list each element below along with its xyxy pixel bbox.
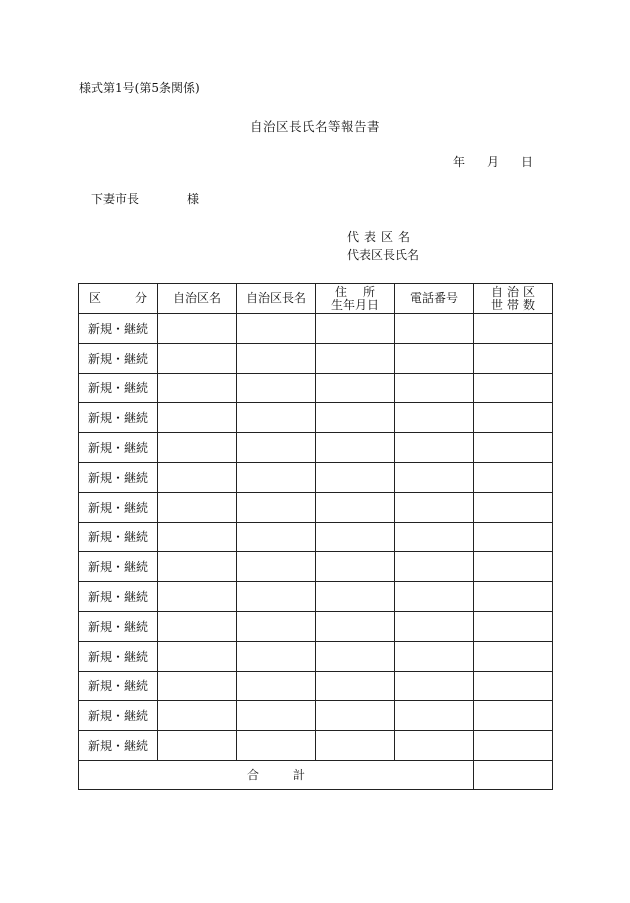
header-address: 住 所: [335, 284, 375, 299]
cell-chief-name[interactable]: [237, 492, 316, 522]
cell-chief-name[interactable]: [237, 522, 316, 552]
cell-district-name[interactable]: [158, 314, 237, 344]
table-row: [79, 373, 553, 403]
cell-households[interactable]: [474, 552, 553, 582]
cell-phone[interactable]: [395, 731, 474, 761]
header-households-line1: 自治区: [491, 284, 535, 299]
row-category: 新規・継続: [79, 611, 158, 641]
row-category: 新規・継続: [79, 343, 158, 373]
cell-households[interactable]: [474, 403, 553, 433]
addressee-honorific: 様: [187, 192, 200, 206]
table-row: [79, 731, 553, 761]
cell-households[interactable]: [474, 582, 553, 612]
date-line: [453, 155, 533, 169]
cell-address-birthdate[interactable]: [316, 641, 395, 671]
cell-total-households[interactable]: [474, 760, 553, 789]
row-category: 新規・継続: [79, 433, 158, 463]
cell-district-name[interactable]: [158, 552, 237, 582]
date-year-label: 年: [453, 155, 466, 169]
cell-households[interactable]: [474, 611, 553, 641]
cell-phone[interactable]: [395, 433, 474, 463]
cell-households[interactable]: [474, 462, 553, 492]
cell-phone[interactable]: [395, 552, 474, 582]
cell-district-name[interactable]: [158, 522, 237, 552]
addressee-name: 下妻市長: [91, 192, 140, 206]
cell-phone[interactable]: [395, 492, 474, 522]
cell-households[interactable]: [474, 433, 553, 463]
cell-households[interactable]: [474, 731, 553, 761]
cell-phone[interactable]: [395, 314, 474, 344]
cell-address-birthdate[interactable]: [316, 701, 395, 731]
cell-households[interactable]: [474, 671, 553, 701]
cell-district-name[interactable]: [158, 492, 237, 522]
report-table: [78, 283, 553, 790]
row-category: 新規・継続: [79, 373, 158, 403]
cell-households[interactable]: [474, 641, 553, 671]
cell-phone[interactable]: [395, 701, 474, 731]
cell-chief-name[interactable]: [237, 343, 316, 373]
table-row: [79, 522, 553, 552]
cell-address-birthdate[interactable]: [316, 552, 395, 582]
cell-households[interactable]: [474, 701, 553, 731]
header-households-line2: 世帯数: [491, 297, 535, 312]
table-row: [79, 611, 553, 641]
header-phone: 電話番号: [395, 284, 474, 314]
row-category: 新規・継続: [79, 403, 158, 433]
cell-chief-name[interactable]: [237, 582, 316, 612]
cell-households[interactable]: [474, 373, 553, 403]
form-number-label: 様式第1号(第5条関係): [79, 81, 200, 95]
cell-district-name[interactable]: [158, 611, 237, 641]
cell-phone[interactable]: [395, 641, 474, 671]
cell-phone[interactable]: [395, 343, 474, 373]
total-label: 合 計: [247, 768, 305, 783]
cell-chief-name[interactable]: [237, 641, 316, 671]
row-category: 新規・継続: [79, 671, 158, 701]
cell-district-name[interactable]: [158, 343, 237, 373]
row-category: 新規・継続: [79, 701, 158, 731]
cell-phone[interactable]: [395, 403, 474, 433]
table-row: [79, 403, 553, 433]
header-chief-name: 自治区長名: [237, 284, 316, 314]
cell-households[interactable]: [474, 492, 553, 522]
total-label-cell: [79, 760, 474, 789]
header-district-name: 自治区名: [158, 284, 237, 314]
cell-chief-name[interactable]: [237, 611, 316, 641]
cell-district-name[interactable]: [158, 433, 237, 463]
cell-address-birthdate[interactable]: [316, 671, 395, 701]
cell-address-birthdate[interactable]: [316, 611, 395, 641]
header-address-birthdate: [316, 284, 395, 314]
cell-households[interactable]: [474, 522, 553, 552]
cell-address-birthdate[interactable]: [316, 731, 395, 761]
table-row: [79, 492, 553, 522]
cell-address-birthdate[interactable]: [316, 433, 395, 463]
table-row: [79, 433, 553, 463]
cell-address-birthdate[interactable]: [316, 492, 395, 522]
cell-address-birthdate[interactable]: [316, 314, 395, 344]
cell-chief-name[interactable]: [237, 731, 316, 761]
cell-chief-name[interactable]: [237, 373, 316, 403]
cell-district-name[interactable]: [158, 671, 237, 701]
row-category: 新規・継続: [79, 314, 158, 344]
document-title: 自治区長氏名等報告書: [249, 119, 380, 134]
row-category: 新規・継続: [79, 462, 158, 492]
cell-address-birthdate[interactable]: [316, 582, 395, 612]
cell-district-name[interactable]: [158, 582, 237, 612]
row-category: 新規・継続: [79, 582, 158, 612]
cell-phone[interactable]: [395, 462, 474, 492]
header-category: 区 分: [79, 284, 158, 314]
cell-address-birthdate[interactable]: [316, 522, 395, 552]
row-category: 新規・継続: [79, 522, 158, 552]
table-row: [79, 552, 553, 582]
date-day-label: 日: [521, 155, 534, 169]
cell-phone[interactable]: [395, 522, 474, 552]
date-month-label: 月: [487, 155, 500, 169]
cell-chief-name[interactable]: [237, 671, 316, 701]
header-birthdate: 生年月日: [330, 297, 379, 312]
table-row: [79, 641, 553, 671]
cell-chief-name[interactable]: [237, 701, 316, 731]
cell-district-name[interactable]: [158, 701, 237, 731]
row-category: 新規・継続: [79, 731, 158, 761]
cell-address-birthdate[interactable]: [316, 343, 395, 373]
cell-chief-name[interactable]: [237, 462, 316, 492]
row-category: 新規・継続: [79, 641, 158, 671]
table-row: [79, 314, 553, 344]
cell-phone[interactable]: [395, 373, 474, 403]
row-category: 新規・継続: [79, 492, 158, 522]
table-row: [79, 671, 553, 701]
total-row: [79, 760, 553, 789]
cell-chief-name[interactable]: [237, 403, 316, 433]
cell-chief-name[interactable]: [237, 433, 316, 463]
table-row: [79, 343, 553, 373]
cell-district-name[interactable]: [158, 462, 237, 492]
cell-district-name[interactable]: [158, 403, 237, 433]
cell-address-birthdate[interactable]: [316, 462, 395, 492]
table-row: [79, 462, 553, 492]
cell-phone[interactable]: [395, 671, 474, 701]
cell-district-name[interactable]: [158, 373, 237, 403]
table-header-row: [79, 284, 553, 314]
cell-address-birthdate[interactable]: [316, 403, 395, 433]
table-row: [79, 701, 553, 731]
cell-address-birthdate[interactable]: [316, 373, 395, 403]
header-households: [474, 284, 553, 314]
cell-households[interactable]: [474, 343, 553, 373]
cell-households[interactable]: [474, 314, 553, 344]
representative-district-label: 代表区名: [347, 230, 416, 244]
cell-chief-name[interactable]: [237, 552, 316, 582]
addressee: [91, 192, 199, 206]
cell-district-name[interactable]: [158, 641, 237, 671]
row-category: 新規・継続: [79, 552, 158, 582]
cell-phone[interactable]: [395, 582, 474, 612]
cell-district-name[interactable]: [158, 731, 237, 761]
table-row: [79, 582, 553, 612]
representative-name-label: 代表区長氏名: [347, 248, 420, 262]
cell-chief-name[interactable]: [237, 314, 316, 344]
cell-phone[interactable]: [395, 611, 474, 641]
